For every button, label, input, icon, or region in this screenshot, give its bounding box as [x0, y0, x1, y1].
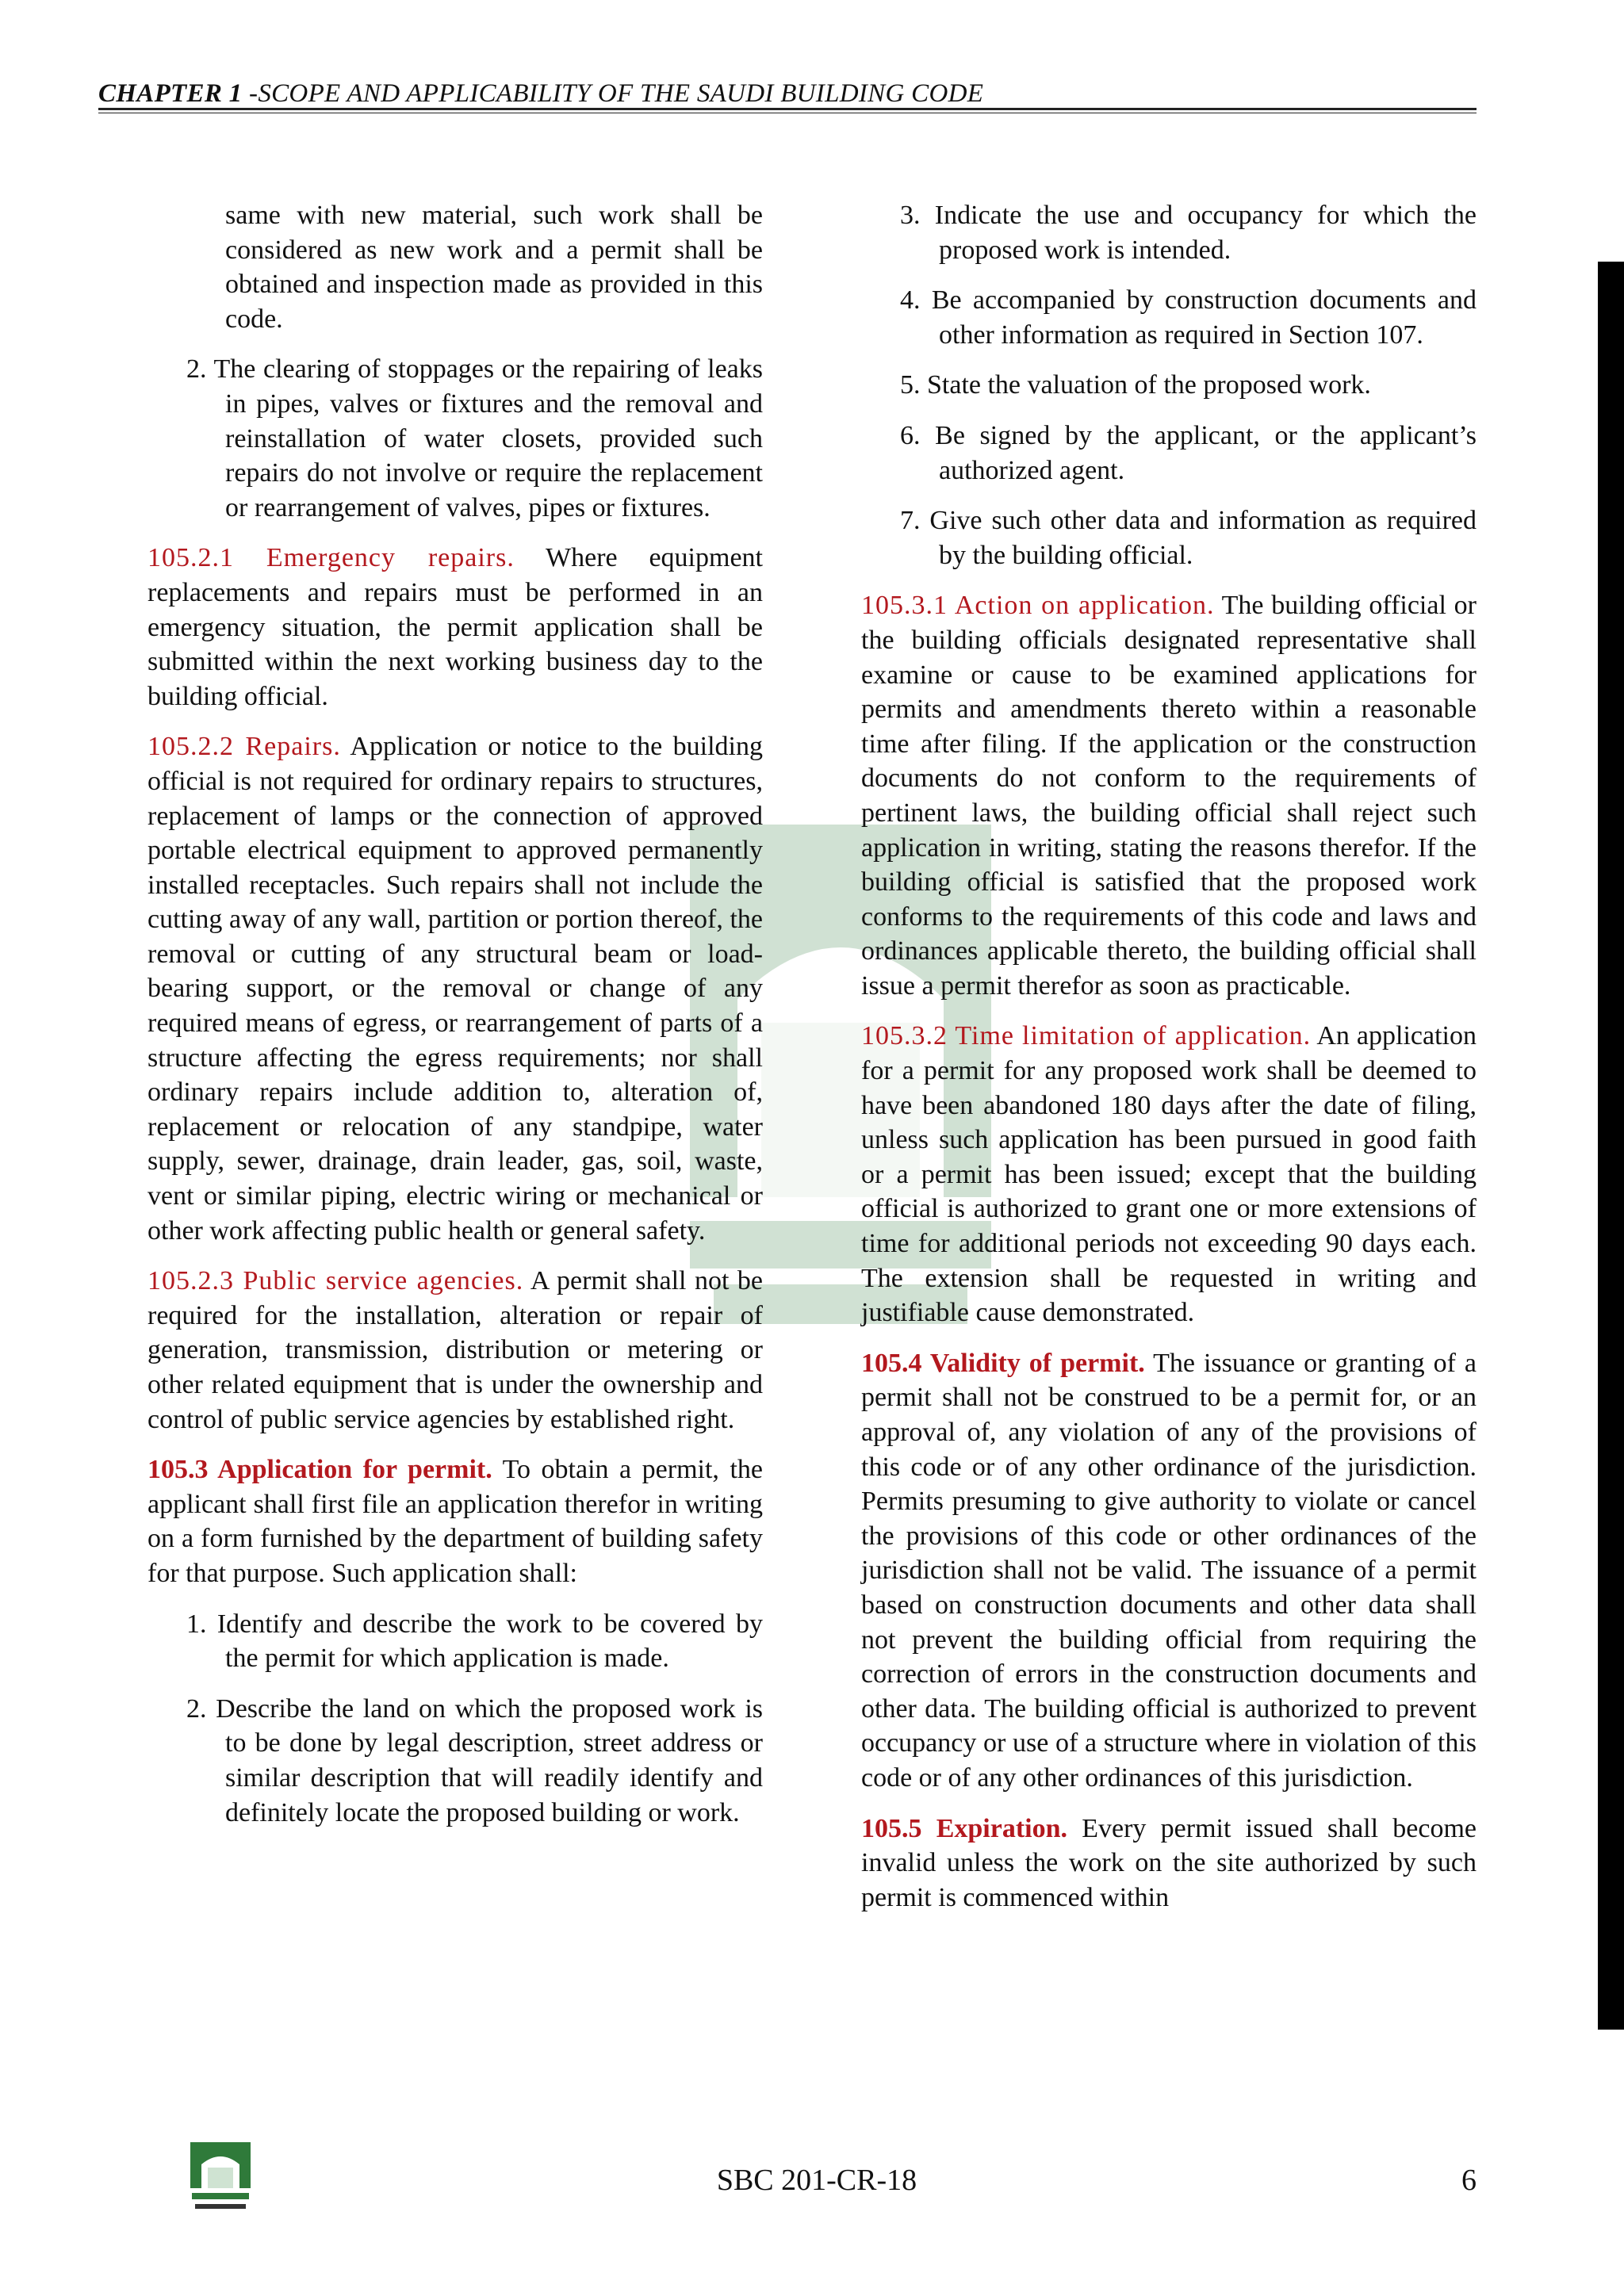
- section-105-3-2: [861, 1019, 1477, 1330]
- section-body: An application for a permit for any proposed work shall be deemed to have been abandoned 180 days after the date of filing, unless such application has been pursued in good faith or a permit has been issued; except that the building official is authorized to grant one or more extensions of time for additional periods not exceeding 90 days each. The extension shall be requested in writing and justifiable cause demonstrated.: [861, 1021, 1477, 1328]
- list-item-3: 3. Indicate the use and occupancy for which the proposed work is intended.: [900, 201, 1477, 265]
- list-item-7: 7. Give such other data and information as required by the building official.: [900, 506, 1477, 570]
- chapter-title: -SCOPE AND APPLICABILITY OF THE SAUDI BUILDING CODE: [242, 79, 984, 108]
- section-heading: 105.4 Validity of permit.: [861, 1348, 1145, 1378]
- section-heading: 105.2.3 Public service agencies.: [147, 1266, 524, 1296]
- section-body: Where equipment replacements and repairs must be performed in an emergency situation, the permit application shall be submitted within the next working business day to the building official.: [147, 543, 763, 711]
- list-item-5: 5. State the valuation of the proposed work.: [900, 370, 1371, 400]
- section-105-2-2: [147, 729, 763, 1248]
- section-105-2-1: [147, 541, 763, 714]
- section-heading: 105.5 Expiration.: [861, 1813, 1068, 1843]
- list-item-2b: 2. Describe the land on which the proposed work is to be done by legal description, street address or similar description that will readily identify and definitely locate the proposed building or work.: [186, 1693, 763, 1827]
- section-105-2-3: [147, 1264, 763, 1437]
- section-body: Application or notice to the building official is not required for ordinary repairs to structures, replacement of lamps or the connection of approved portable electrical equipment to approved permanently installed receptacles. Such repairs shall not include the cutting away of any wall, partition or portion thereof, the removal or cutting of any structural beam or load-bearing support, or the removal or change of any required means of egress, or rearrangement of parts of a structure affecting the egress requirements; nor shall ordinary repairs include addition to, alteration of, replacement or relocation of any standpipe, water supply, sewer, drainage, drain leader, gas, soil, waste, vent or similar piping, electric wiring or mechanical or other work affecting public health or general safety.: [147, 732, 763, 1246]
- section-body: To obtain a permit, the applicant shall first file an application therefor in writing on a form furnished by the department of building safety for that purpose. Such application shall:: [147, 1455, 763, 1588]
- section-105-3: [147, 1452, 763, 1590]
- document-code: SBC 201-CR-18: [716, 2164, 917, 2197]
- section-heading: 105.3.2 Time limitation of application.: [861, 1021, 1312, 1051]
- list-continuation: same with new material, such work shall be considered as new work and a permit shall be obtained and inspection made as provided in this code.: [225, 201, 763, 334]
- running-header: [98, 78, 1477, 109]
- right-column: [861, 198, 1477, 1931]
- chapter-label: CHAPTER 1: [98, 79, 243, 108]
- section-105-4: [861, 1346, 1477, 1796]
- section-body: Every permit issued shall become invalid unless the work on the site authorized by such permit is commenced within: [861, 1813, 1477, 1912]
- section-heading: 105.2.1 Emergency repairs.: [147, 543, 515, 573]
- list-item-4: 4. Be accompanied by construction documents and other information as required in Section 107.: [900, 285, 1477, 350]
- section-heading: 105.3 Application for permit.: [147, 1455, 492, 1485]
- section-heading: 105.2.2 Repairs.: [147, 732, 341, 762]
- section-105-5: [861, 1812, 1477, 1915]
- left-column: [147, 198, 763, 1846]
- section-heading: 105.3.1 Action on application.: [861, 591, 1215, 621]
- section-body: The issuance or granting of a permit shall not be construed to be a permit for, or an approval of, any violation of any of the provisions of this code or of any other ordinance of the jurisdiction. Permits presuming to give authority to violate or cancel the provisions of this code or other ordinances of the jurisdiction shall not be valid. The issuance of a permit based on construction documents and other data shall not prevent the building official from requiring the correction of errors in the construction documents and other data. The building official is authorized to prevent occupancy or use of a structure where in violation of this code or of any other ordinances of this jurisdiction.: [861, 1348, 1477, 1793]
- section-105-3-1: [861, 588, 1477, 1003]
- list-item-6: 6. Be signed by the applicant, or the applicant’s authorized agent.: [900, 420, 1477, 485]
- section-body: A permit shall not be required for the installation, alteration or repair of generation, transmission, distribution or metering or other related equipment that is under the ownership and control of public service agencies by established right.: [147, 1266, 763, 1434]
- saudi-building-code-logo-icon: [184, 2141, 257, 2214]
- list-item-1: 1. Identify and describe the work to be covered by the permit for which application is made.: [186, 1609, 763, 1674]
- list-item-2: 2. The clearing of stoppages or the repairing of leaks in pipes, valves or fixtures and the removal and reinstallation of water closets, provided such repairs do not involve or require the replacement or rearrangement of valves, pipes or fixtures.: [186, 354, 763, 522]
- header-rule: [98, 108, 1477, 110]
- section-body: The building official or the building officials designated representative shall examine or cause to be examined applications for permits and amendments thereto within a reasonable time after filing. If the application or the construction documents do not conform to the requirements of pertinent laws, the building official shall reject such application in writing, stating the reasons therefor. If the building official is satisfied that the proposed work conforms to the requirements of this code and laws and ordinances applicable thereto, the building official shall issue a permit therefor as soon as practicable.: [861, 591, 1477, 1001]
- change-bar: [1598, 262, 1624, 2030]
- page-number: 6: [1461, 2164, 1477, 2197]
